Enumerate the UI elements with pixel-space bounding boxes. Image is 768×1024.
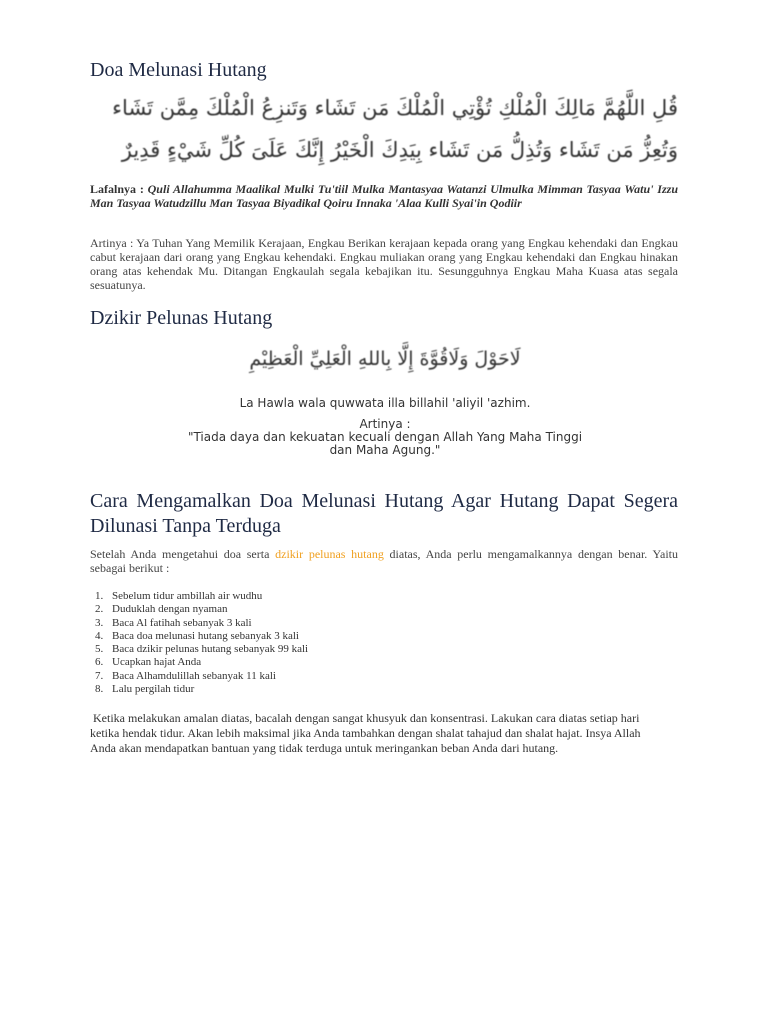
list-item: 3. Baca Al fatihah sebanyak 3 kali [106, 617, 666, 630]
closing-paragraph [90, 711, 650, 756]
latin-label: Lafalnya : [90, 182, 148, 196]
closing-text: Ketika melakukan amalan diatas, bacalah dengan sangat khusyuk dan konsentrasi. Lakukan cara diatas setiap hari ketika hendak tidur. Akan lebih maksimal jika Anda tambahkan dengan shalat tahajud dan shalat hajat. Insya Allah Anda akan mendapatkan bantuan yang tidak terduga untuk meringankan beban Anda dari hutang. [90, 711, 641, 755]
heading-doa-melunasi-hutang: Doa Melunasi Hutang [90, 59, 267, 81]
dzikir-meaning-line-2: dan Maha Agung." [329, 443, 441, 457]
latin-transliteration [90, 182, 678, 210]
heading-cara-mengamalkan: Cara Mengamalkan Doa Melunasi Hutang Agar Hutang Dapat Segera Dilunasi Tanpa Terduga [90, 490, 678, 537]
dzikir-image [140, 340, 630, 470]
list-item: 7. Baca Alhamdulillah sebanyak 11 kali [106, 670, 666, 683]
list-item: 8. Lalu pergilah tidur [106, 683, 666, 696]
arabic-prayer-line-2: وَتُعِزُّ مَن تَشَاء وَتُذِلُّ مَن تَشَاء بِيَدِكَ الْخَيْرُ إِنَّكَ عَلَىَ كُلِّ شَيْءٍ قَدِيرٌ [121, 138, 678, 162]
list-item: 1. Sebelum tidur ambillah air wudhu [106, 590, 666, 603]
list-item: 2. Duduklah dengan nyaman [106, 603, 666, 616]
list-item: 5. Baca dzikir pelunas hutang sebanyak 99 kali [106, 643, 666, 656]
dzikir-meaning-label: Artinya : [359, 417, 411, 431]
dzikir-arabic: لَاحَوْلَ وَلَاقُوَّةَ إِلَّا بِاللهِ الْعَلِيِّ الْعَظِيْمِ [249, 348, 521, 370]
dzikir-latin: La Hawla wala quwwata illa billahil 'aliyil 'azhim. [239, 396, 531, 410]
dzikir-meaning-line-1: "Tiada daya dan kekuatan kecuali dengan Allah Yang Maha Tinggi [187, 430, 583, 444]
latin-text: Quli Allahumma Maalikal Mulki Tu'tiil Mulka Mantasyaa Watanzi Ulmulka Mimman Tasyaa Watu' Izzu Man Tasyaa Watudzillu Man Tasyaa Biyadikal Qoiru Innaka 'Alaa Kulli Syai'in Qodiir [90, 182, 678, 210]
prayer-meaning: Artinya : Ya Tuhan Yang Memilik Kerajaan, Engkau Berikan kerajaan kepada orang yang Engkau kehendaki dan Engkau cabut kerajaan dari orang yang Engkau kehendaki. Engkau muliakan orang yang Engkau kehendaki dan Engkau hinakan orang atas kehendak Mu. Ditangan Engkaulah segala kebajikan itu. Sesungguhnya Engkau Maha Kuasa atas segala sesuatunya. [90, 236, 678, 292]
list-item: 6. Ucapkan hajat Anda [106, 656, 666, 669]
heading-dzikir-pelunas-hutang: Dzikir Pelunas Hutang [90, 307, 273, 329]
intro-text-after: diatas, Anda perlu mengamalkannya dengan benar. Yaitu sebagai berikut : [90, 547, 679, 575]
arabic-prayer-line-1: قُلِ اللَّهُمَّ مَالِكَ الْمُلْكِ تُؤْتِي الْمُلْكَ مَن تَشَاء وَتَنزِعُ الْمُلْكَ مِمَّن تَشَاء [112, 96, 678, 120]
dzikir-pelunas-hutang-link[interactable]: dzikir pelunas hutang [275, 547, 384, 561]
list-item: 4. Baca doa melunasi hutang sebanyak 3 kali [106, 630, 666, 643]
intro-text-before: Setelah Anda mengetahui doa serta [90, 547, 276, 561]
intro-paragraph [90, 547, 678, 575]
steps-list [84, 590, 666, 696]
